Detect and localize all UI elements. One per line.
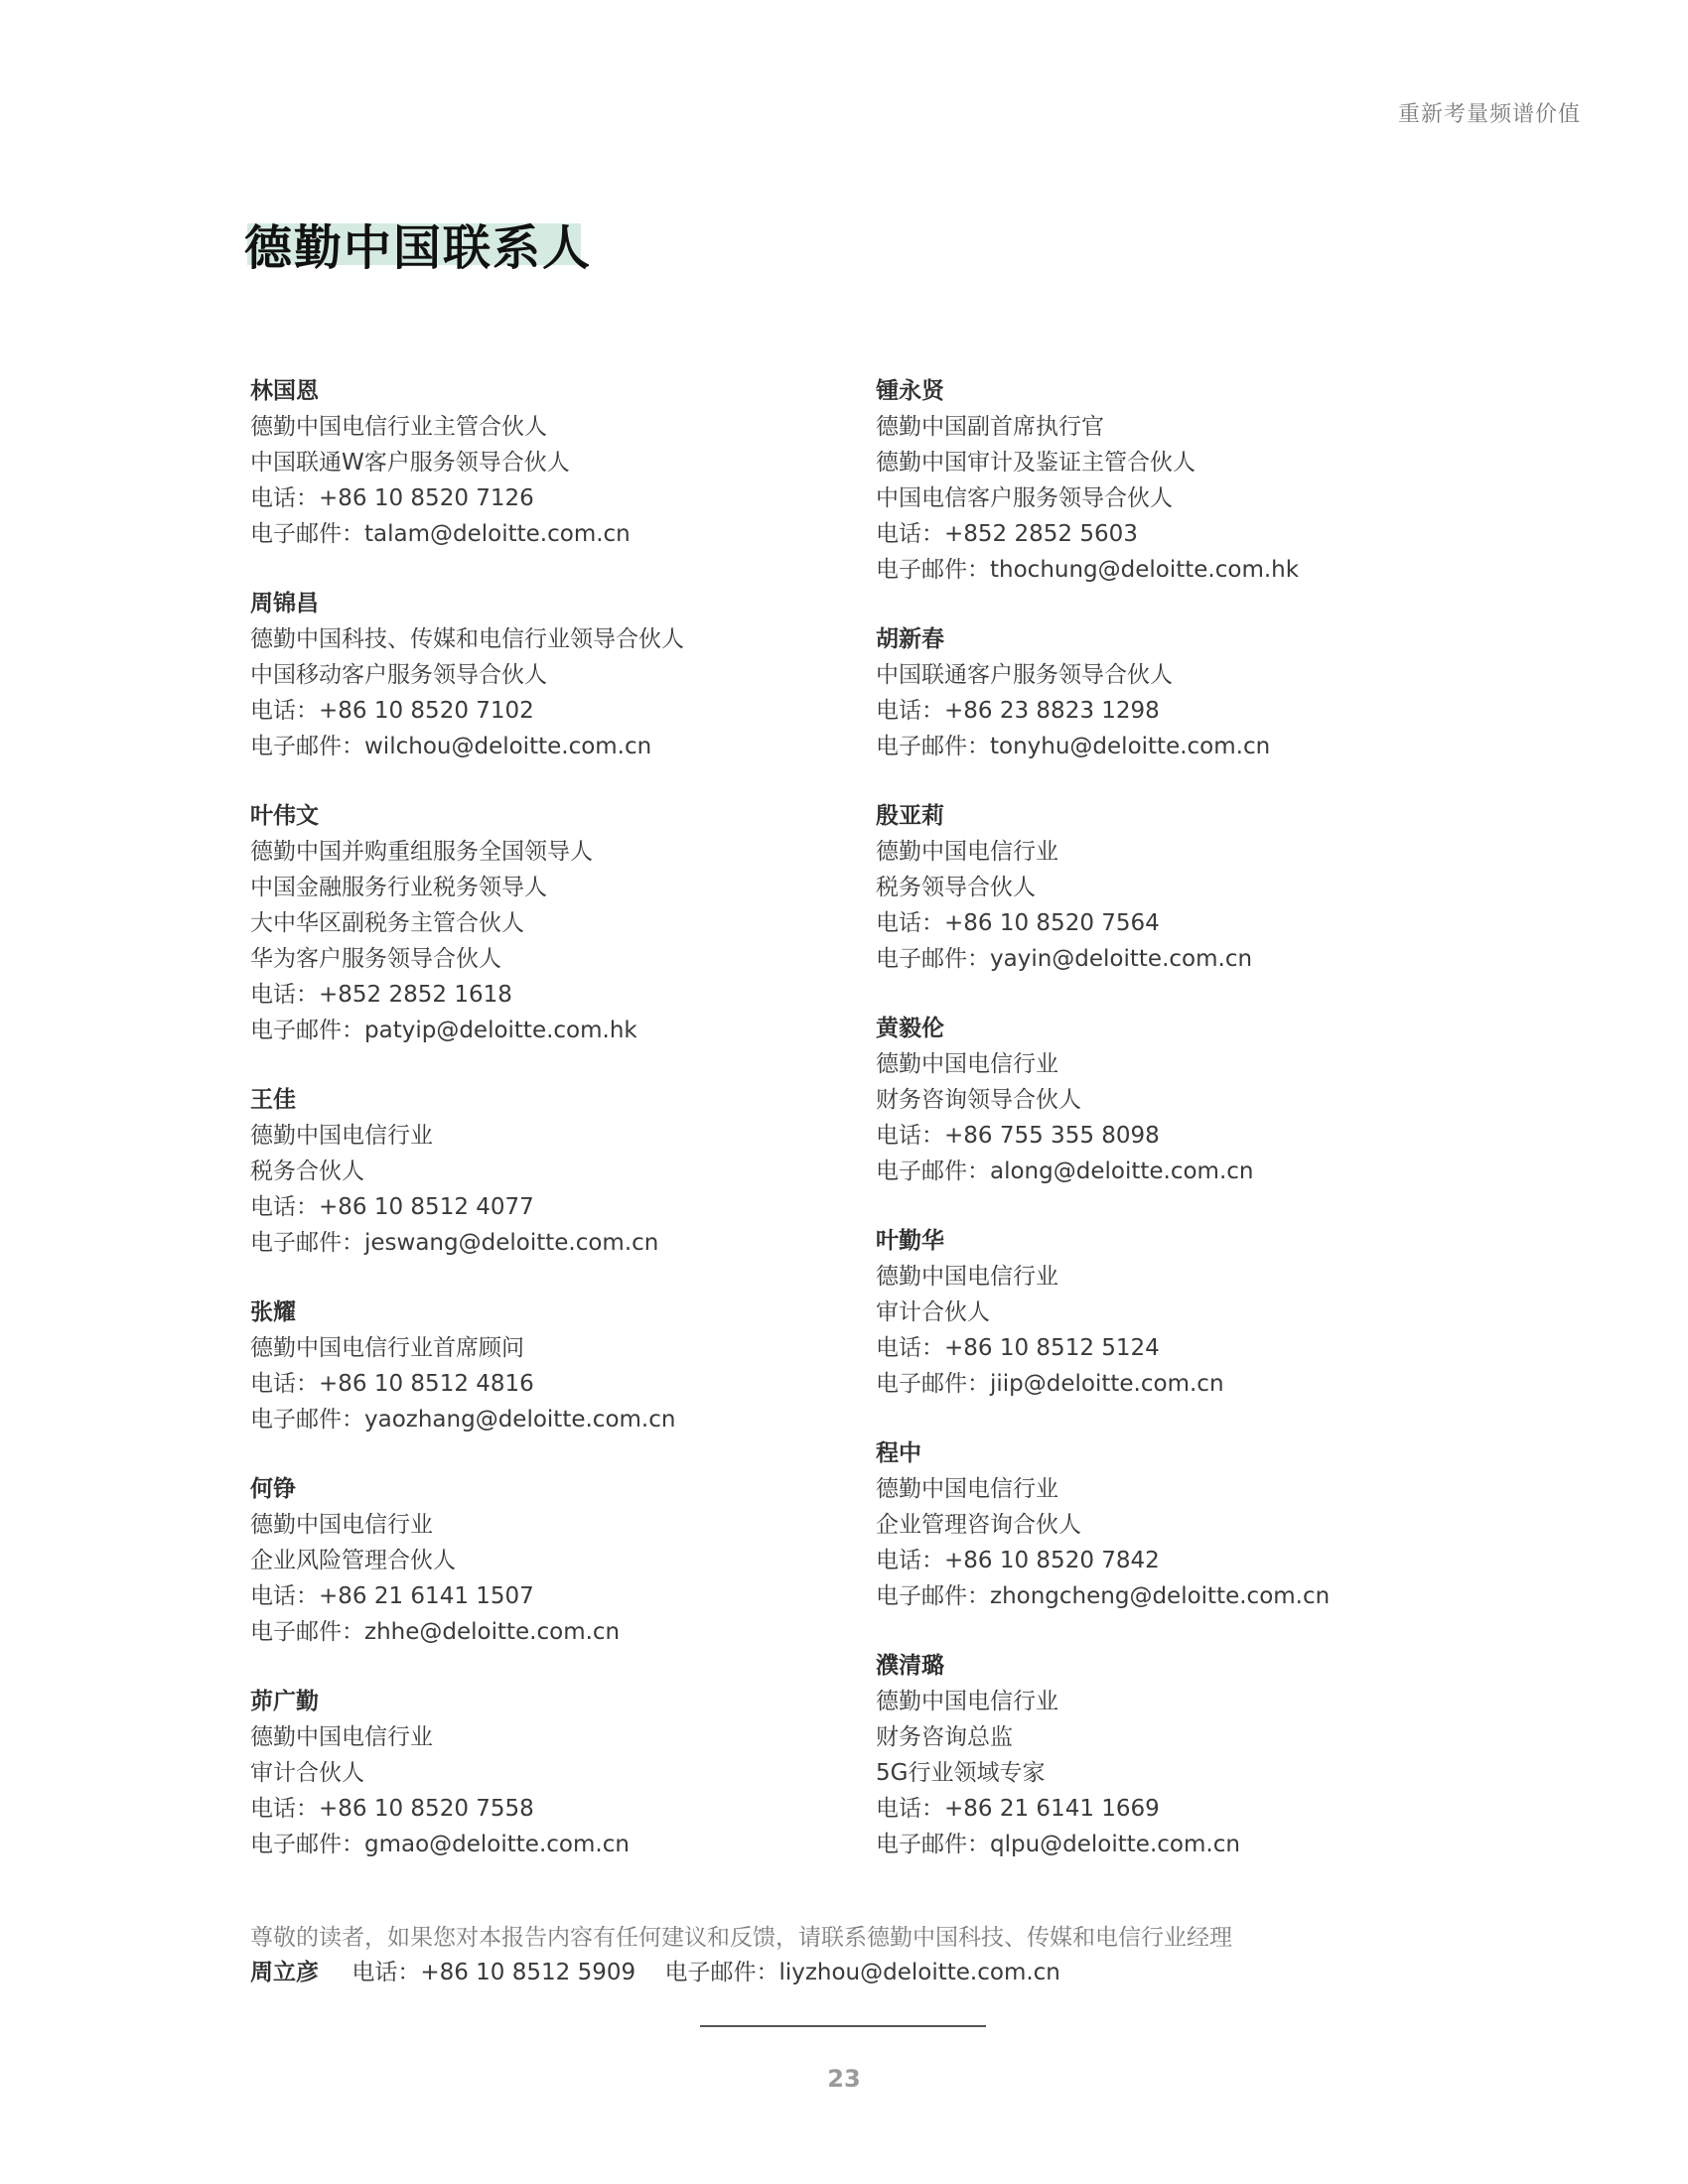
contact-card	[876, 1223, 1472, 1402]
contact-title-line: 中国联通客户服务领导合伙人	[876, 662, 1173, 688]
contact-title-line: 德勤中国电信行业首席顾问	[250, 1335, 524, 1361]
contact-phone: 电话：+86 21 6141 1507	[250, 1583, 534, 1609]
contact-card	[250, 373, 846, 552]
page-title-block	[244, 220, 592, 278]
running-header: 重新考量频谱价值	[1397, 102, 1581, 127]
contact-phone: 电话：+852 2852 5603	[876, 521, 1138, 547]
contact-card	[876, 1648, 1472, 1862]
contact-name: 张耀	[250, 1299, 296, 1325]
contact-name: 叶伟文	[250, 803, 319, 829]
contact-title-line: 审计合伙人	[250, 1760, 364, 1786]
contact-phone: 电话：+86 10 8512 4077	[250, 1194, 534, 1220]
contact-phone: 电话：+86 10 8512 5124	[876, 1335, 1160, 1361]
contact-email[interactable]: 电子邮件：gmao@deloitte.com.cn	[250, 1832, 630, 1857]
contact-title-line: 审计合伙人	[876, 1299, 990, 1325]
contact-title-line: 德勤中国电信行业	[876, 1476, 1058, 1502]
contact-title-line: 税务领导合伙人	[876, 875, 1036, 900]
contact-title-line: 德勤中国科技、传媒和电信行业领导合伙人	[250, 626, 684, 652]
contact-title-line: 德勤中国副首席执行官	[876, 414, 1104, 440]
contact-card	[876, 798, 1472, 977]
contact-title-line: 德勤中国并购重组服务全国领导人	[250, 839, 593, 865]
contact-name: 锺永贤	[876, 378, 944, 404]
contact-phone: 电话：+86 10 8520 7842	[876, 1548, 1160, 1573]
contact-title-line: 德勤中国电信行业	[876, 839, 1058, 865]
contact-email[interactable]: 电子邮件：jeswang@deloitte.com.cn	[250, 1230, 659, 1256]
contact-title-line: 中国联通W客户服务领导合伙人	[250, 450, 570, 476]
contact-email[interactable]: 电子邮件：zhhe@deloitte.com.cn	[250, 1619, 621, 1645]
contact-title-line: 华为客户服务领导合伙人	[250, 946, 501, 972]
contact-name: 林国恩	[250, 378, 319, 404]
contact-name: 程中	[876, 1440, 921, 1466]
contact-card	[250, 1295, 846, 1437]
footer-contact-name: 周立彦	[250, 1960, 319, 1985]
contact-phone: 电话：+86 755 355 8098	[876, 1123, 1160, 1149]
contact-card	[876, 1435, 1472, 1614]
contact-email[interactable]: 电子邮件：jiip@deloitte.com.cn	[876, 1371, 1224, 1397]
contact-name: 周锦昌	[250, 591, 319, 616]
contact-email[interactable]: 电子邮件：tonyhu@deloitte.com.cn	[876, 734, 1271, 759]
contact-title-line: 中国电信客户服务领导合伙人	[876, 485, 1173, 511]
contact-title-line: 税务合伙人	[250, 1159, 364, 1184]
page-title: 德勤中国联系人	[244, 220, 593, 276]
contact-card	[250, 798, 846, 1048]
contact-card	[250, 1684, 846, 1862]
contacts-right-column	[876, 373, 1472, 1896]
contact-name: 濮清璐	[876, 1653, 944, 1679]
contact-email[interactable]: 电子邮件：talam@deloitte.com.cn	[250, 521, 631, 547]
contact-title-line: 大中华区副税务主管合伙人	[250, 910, 524, 936]
contact-title-line: 德勤中国电信行业	[250, 1123, 433, 1149]
contact-title-line: 中国金融服务行业税务领导人	[250, 875, 547, 900]
contact-title-line: 5G行业领域专家	[876, 1760, 1046, 1786]
contact-card	[876, 373, 1472, 588]
contact-title-line: 财务咨询领导合伙人	[876, 1087, 1081, 1113]
contact-title-line: 德勤中国电信行业主管合伙人	[250, 414, 547, 440]
contact-name: 胡新春	[876, 626, 944, 652]
contact-name: 黄毅伦	[876, 1016, 944, 1041]
contact-name: 茆广勤	[250, 1689, 319, 1714]
contact-card	[876, 621, 1472, 764]
contact-email[interactable]: 电子邮件：patyip@deloitte.com.hk	[250, 1018, 637, 1043]
footer-divider	[700, 2025, 986, 2027]
contact-email[interactable]: 电子邮件：yaozhang@deloitte.com.cn	[250, 1407, 676, 1433]
footer-contact	[250, 1955, 1060, 1990]
contact-title-line: 企业风险管理合伙人	[250, 1548, 456, 1573]
contact-title-line: 德勤中国电信行业	[250, 1512, 433, 1538]
contact-name: 王佳	[250, 1087, 296, 1113]
contact-title-line: 德勤中国审计及鉴证主管合伙人	[876, 450, 1196, 476]
contact-title-line: 德勤中国电信行业	[250, 1724, 433, 1750]
contact-title-line: 德勤中国电信行业	[876, 1689, 1058, 1714]
contact-name: 何铮	[250, 1476, 296, 1502]
contact-phone: 电话：+86 10 8520 7102	[250, 698, 534, 724]
contact-name: 殷亚莉	[876, 803, 944, 829]
contact-phone: 电话：+86 10 8520 7564	[876, 910, 1160, 936]
contact-phone: 电话：+852 2852 1618	[250, 982, 512, 1008]
contact-phone: 电话：+86 10 8512 4816	[250, 1371, 534, 1397]
contact-card	[250, 586, 846, 764]
contacts-left-column	[250, 373, 846, 1896]
contact-phone: 电话：+86 23 8823 1298	[876, 698, 1160, 724]
contact-email[interactable]: 电子邮件：yayin@deloitte.com.cn	[876, 946, 1253, 972]
contact-title-line: 财务咨询总监	[876, 1724, 1013, 1750]
contact-email[interactable]: 电子邮件：wilchou@deloitte.com.cn	[250, 734, 652, 759]
footer-contact-phone: 电话：+86 10 8512 5909	[352, 1960, 636, 1985]
contact-title-line: 德勤中国电信行业	[876, 1051, 1058, 1077]
contact-phone: 电话：+86 21 6141 1669	[876, 1796, 1160, 1822]
page-number: 23	[827, 2065, 861, 2093]
contact-title-line: 中国移动客户服务领导合伙人	[250, 662, 547, 688]
contact-phone: 电话：+86 10 8520 7126	[250, 485, 534, 511]
contact-name: 叶勤华	[876, 1228, 944, 1254]
contact-email[interactable]: 电子邮件：along@deloitte.com.cn	[876, 1159, 1254, 1184]
contact-email[interactable]: 电子邮件：qlpu@deloitte.com.cn	[876, 1832, 1240, 1857]
contact-phone: 电话：+86 10 8520 7558	[250, 1796, 534, 1822]
footer-contact-email[interactable]: 电子邮件：liyzhou@deloitte.com.cn	[664, 1960, 1060, 1985]
contact-title-line: 企业管理咨询合伙人	[876, 1512, 1081, 1538]
contact-card	[876, 1011, 1472, 1189]
footer-note: 尊敬的读者，如果您对本报告内容有任何建议和反馈，请联系德勤中国科技、传媒和电信行业经理	[250, 1925, 1232, 1951]
contact-card	[250, 1082, 846, 1261]
contact-email[interactable]: 电子邮件：thochung@deloitte.com.hk	[876, 557, 1300, 583]
contact-title-line: 德勤中国电信行业	[876, 1264, 1058, 1290]
contact-email[interactable]: 电子邮件：zhongcheng@deloitte.com.cn	[876, 1583, 1331, 1609]
contact-card	[250, 1471, 846, 1650]
